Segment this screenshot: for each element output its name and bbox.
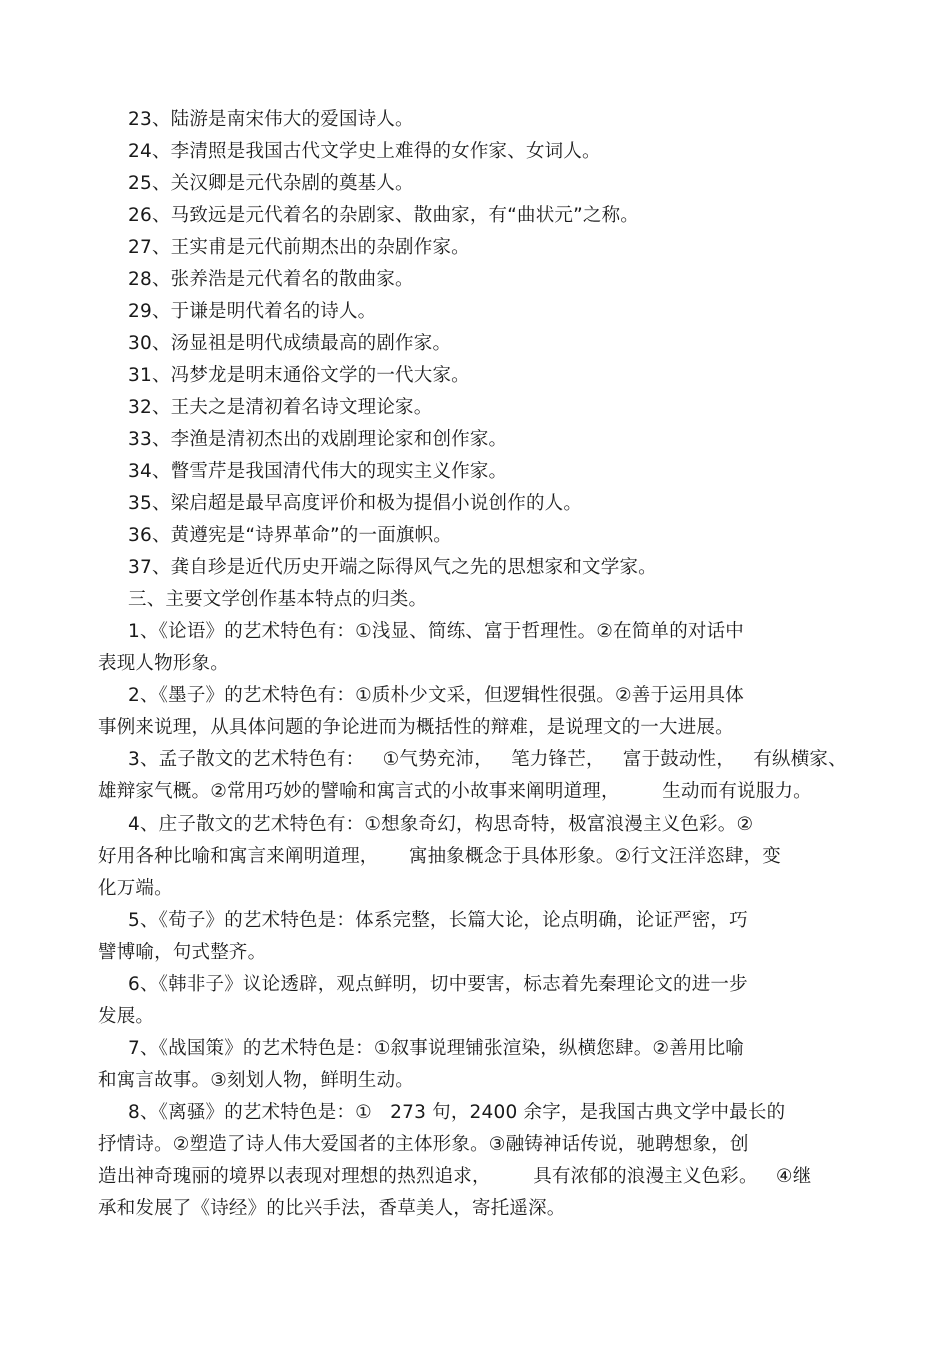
paragraph-line: 5、《荀子》的艺术特色是：体系完整，长篇大论，论点明确，论证严密，巧 xyxy=(128,910,748,931)
list-item: 31、冯梦龙是明末通俗文学的一代大家。 xyxy=(128,365,470,386)
paragraph-line: 和寓言故事。③刻划人物，鲜明生动。 xyxy=(98,1070,414,1091)
paragraph-line: 好用各种比喻和寓言来阐明道理， 寓抽象概念于具体形象。②行文汪洋恣肆，变 xyxy=(98,846,781,867)
list-item: 32、王夫之是清初着名诗文理论家。 xyxy=(128,397,433,418)
paragraph-line: 1、《论语》的艺术特色有：①浅显、简练、富于哲理性。②在简单的对话中 xyxy=(128,621,744,642)
list-item: 30、汤显祖是明代成绩最高的剧作家。 xyxy=(128,333,452,354)
section-heading: 三、主要文学创作基本特点的归类。 xyxy=(128,589,428,610)
paragraph-line: 譬博喻，句式整齐。 xyxy=(98,942,267,963)
paragraph-line: 8、《离骚》的艺术特色是：① 273 句，2400 余字，是我国古典文学中最长的 xyxy=(128,1102,786,1123)
paragraph-line: 4、庄子散文的艺术特色有：①想象奇幻，构思奇特，极富浪漫主义色彩。② xyxy=(128,814,754,835)
paragraph-line: 表现人物形象。 xyxy=(98,653,229,674)
paragraph-line: 抒情诗。②塑造了诗人伟大爱国者的主体形象。③融铸神话传说，驰聘想象，创 xyxy=(98,1134,749,1155)
paragraph-line: 6、《韩非子》议论透辟，观点鲜明，切中要害，标志着先秦理论文的进一步 xyxy=(128,974,748,995)
list-item: 25、关汉卿是元代杂剧的奠基人。 xyxy=(128,173,414,194)
paragraph-line: 化万端。 xyxy=(98,878,173,899)
list-item: 37、龚自珍是近代历史开端之际得风气之先的思想家和文学家。 xyxy=(128,557,657,578)
list-item: 28、张养浩是元代着名的散曲家。 xyxy=(128,269,414,290)
list-item: 33、李渔是清初杰出的戏剧理论家和创作家。 xyxy=(128,429,508,450)
list-item: 36、黄遵宪是“诗界革命”的一面旗帜。 xyxy=(128,525,453,546)
paragraph-line: 雄辩家气概。②常用巧妙的譬喻和寓言式的小故事来阐明道理， 生动而有说服力。 xyxy=(98,781,812,802)
list-item: 24、李清照是我国古代文学史上难得的女作家、女词人。 xyxy=(128,141,601,162)
paragraph-line: 2、《墨子》的艺术特色有：①质朴少文采，但逻辑性很强。②善于运用具体 xyxy=(128,685,744,706)
list-item: 35、梁启超是最早高度评价和极为提倡小说创作的人。 xyxy=(128,493,583,514)
list-item: 23、陆游是南宋伟大的爱国诗人。 xyxy=(128,109,414,130)
paragraph-line: 3、孟子散文的艺术特色有： ①气势充沛， 笔力锋芒， 富于鼓动性， 有纵横家、 xyxy=(128,749,847,770)
list-item: 29、于谦是明代着名的诗人。 xyxy=(128,301,377,322)
paragraph-line: 发展。 xyxy=(98,1006,155,1027)
paragraph-line: 造出神奇瑰丽的境界以表现对理想的热烈追求， 具有浓郁的浪漫主义色彩。 ④继 xyxy=(98,1166,812,1187)
paragraph-line: 事例来说理，从具体问题的争论进而为概括性的辩难，是说理文的一大进展。 xyxy=(98,717,734,738)
list-item: 26、马致远是元代着名的杂剧家、散曲家，有“曲状元”之称。 xyxy=(128,205,640,226)
paragraph-line: 承和发展了《诗经》的比兴手法，香草美人，寄托遥深。 xyxy=(98,1198,566,1219)
paragraph-line: 7、《战国策》的艺术特色是：①叙事说理铺张渲染，纵横您肆。②善用比喻 xyxy=(128,1038,744,1059)
list-item: 27、王实甫是元代前期杰出的杂剧作家。 xyxy=(128,237,470,258)
list-item: 34、瞥雪芹是我国清代伟大的现实主义作家。 xyxy=(128,461,508,482)
